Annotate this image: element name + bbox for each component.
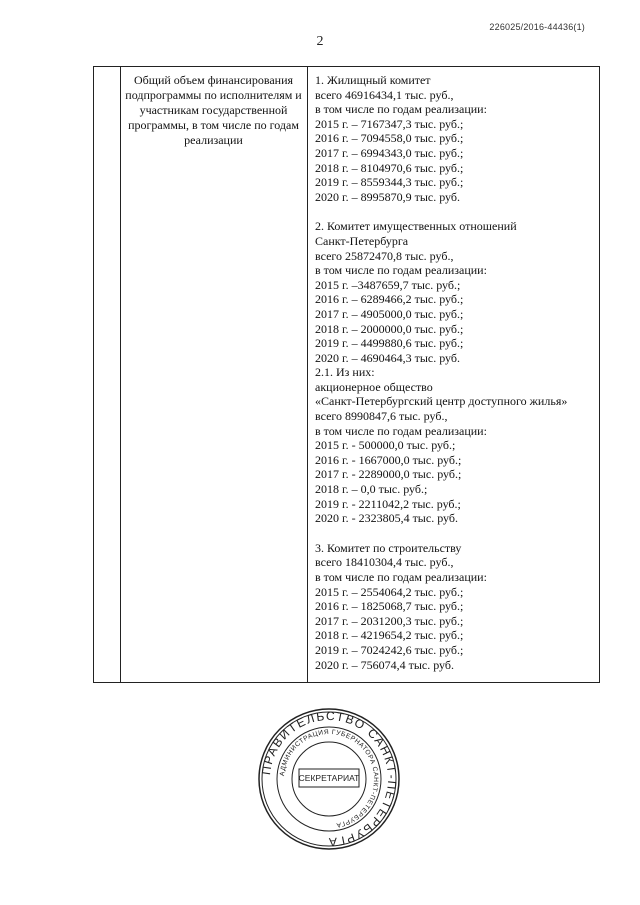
financing-line: 2018 г. – 0,0 тыс. руб.; (315, 482, 428, 497)
financing-line: в том числе по годам реализации: (315, 263, 487, 278)
financing-line: 2. Комитет имущественных отношений (315, 219, 517, 234)
financing-line: всего 18410304,4 тыс. руб., (315, 555, 454, 570)
financing-line: «Санкт-Петербургский центр доступного жилья» (315, 394, 568, 409)
column-divider (307, 67, 308, 682)
financing-line: 2016 г. – 7094558,0 тыс. руб.; (315, 131, 464, 146)
page-number: 2 (316, 34, 324, 49)
financing-line: 2017 г. – 4905000,0 тыс. руб.; (315, 306, 464, 321)
financing-line: 2015 г. –3487659,7 тыс. руб.; (315, 277, 461, 292)
financing-line: 2020 г. – 756074,4 тыс. руб. (315, 657, 454, 672)
svg-text:ПРАВИТЕЛЬСТВО САНКТ-ПЕТЕРБУРГА: ПРАВИТЕЛЬСТВО САНКТ-ПЕТЕРБУРГА (259, 708, 400, 850)
financing-line: в том числе по годам реализации: (315, 570, 487, 584)
svg-text:СЕКРЕТАРИАТ: СЕКРЕТАРИАТ (298, 773, 360, 783)
financing-line: 2.1. Из них: (315, 365, 375, 380)
financing-label-cell: Общий объем финансирования подпрограммы по исполнителям и участникам государственной программы, в том числе по годам реализации (125, 73, 302, 147)
financing-line: 2019 г. – 7024242,6 тыс. руб.; (315, 642, 464, 657)
financing-line: всего 46916434,1 тыс. руб., (315, 87, 454, 102)
document-id: 226025/2016-44436(1) (489, 22, 585, 32)
financing-line: 2017 г. – 6994343,0 тыс. руб.; (315, 145, 464, 160)
financing-line: 2015 г. - 500000,0 тыс. руб.; (315, 438, 456, 453)
financing-line: Санкт-Петербурга (315, 233, 409, 248)
financing-line: 2020 г. – 4690464,3 тыс. руб. (315, 350, 460, 365)
financing-line: 2016 г. – 6289466,2 тыс. руб.; (315, 292, 464, 307)
financing-line: 2015 г. – 7167347,3 тыс. руб.; (315, 116, 464, 131)
financing-line: всего 25872470,8 тыс. руб., (315, 248, 454, 263)
official-seal-stamp (257, 707, 401, 851)
financing-line: 2015 г. – 2554064,2 тыс. руб.; (315, 584, 464, 599)
financing-table (93, 66, 600, 683)
financing-line: 2020 г. - 2323805,4 тыс. руб. (315, 511, 458, 526)
financing-line: 2018 г. – 2000000,0 тыс. руб.; (315, 321, 464, 336)
financing-line: в том числе по годам реализации: (315, 423, 487, 438)
financing-line: 2018 г. – 8104970,6 тыс. руб.; (315, 160, 464, 175)
financing-line: 2017 г. – 2031200,3 тыс. руб.; (315, 613, 464, 628)
executor-block (315, 541, 597, 672)
column-divider (120, 67, 121, 682)
financing-line: 2019 г. – 4499880,6 тыс. руб.; (315, 336, 464, 351)
svg-text:АДМИНИСТРАЦИЯ ГУБЕРНАТОРА САНК: АДМИНИСТРАЦИЯ ГУБЕРНАТОРА САНКТ-ПЕТЕРБУРГА (279, 728, 380, 829)
financing-line: 2019 г. - 2211042,2 тыс. руб.; (315, 496, 461, 511)
financing-line: 2016 г. – 1825068,7 тыс. руб.; (315, 599, 464, 614)
financing-line: 3. Комитет по строительству (315, 540, 462, 555)
financing-line: 2018 г. – 4219654,2 тыс. руб.; (315, 628, 464, 643)
financing-line: 2019 г. – 8559344,3 тыс. руб.; (315, 175, 464, 190)
executor-block (315, 219, 597, 525)
financing-line: 2016 г. - 1667000,0 тыс. руб.; (315, 452, 462, 467)
executor-block (315, 73, 597, 204)
financing-line: акционерное общество (315, 379, 433, 394)
financing-line: 2020 г. – 8995870,9 тыс. руб. (315, 189, 460, 204)
financing-details-cell (315, 73, 597, 687)
financing-line: в том числе по годам реализации: (315, 102, 487, 117)
financing-line: 2017 г. - 2289000,0 тыс. руб.; (315, 467, 462, 482)
financing-line: всего 8990847,6 тыс. руб., (315, 409, 448, 424)
financing-line: 1. Жилищный комитет (315, 73, 431, 87)
